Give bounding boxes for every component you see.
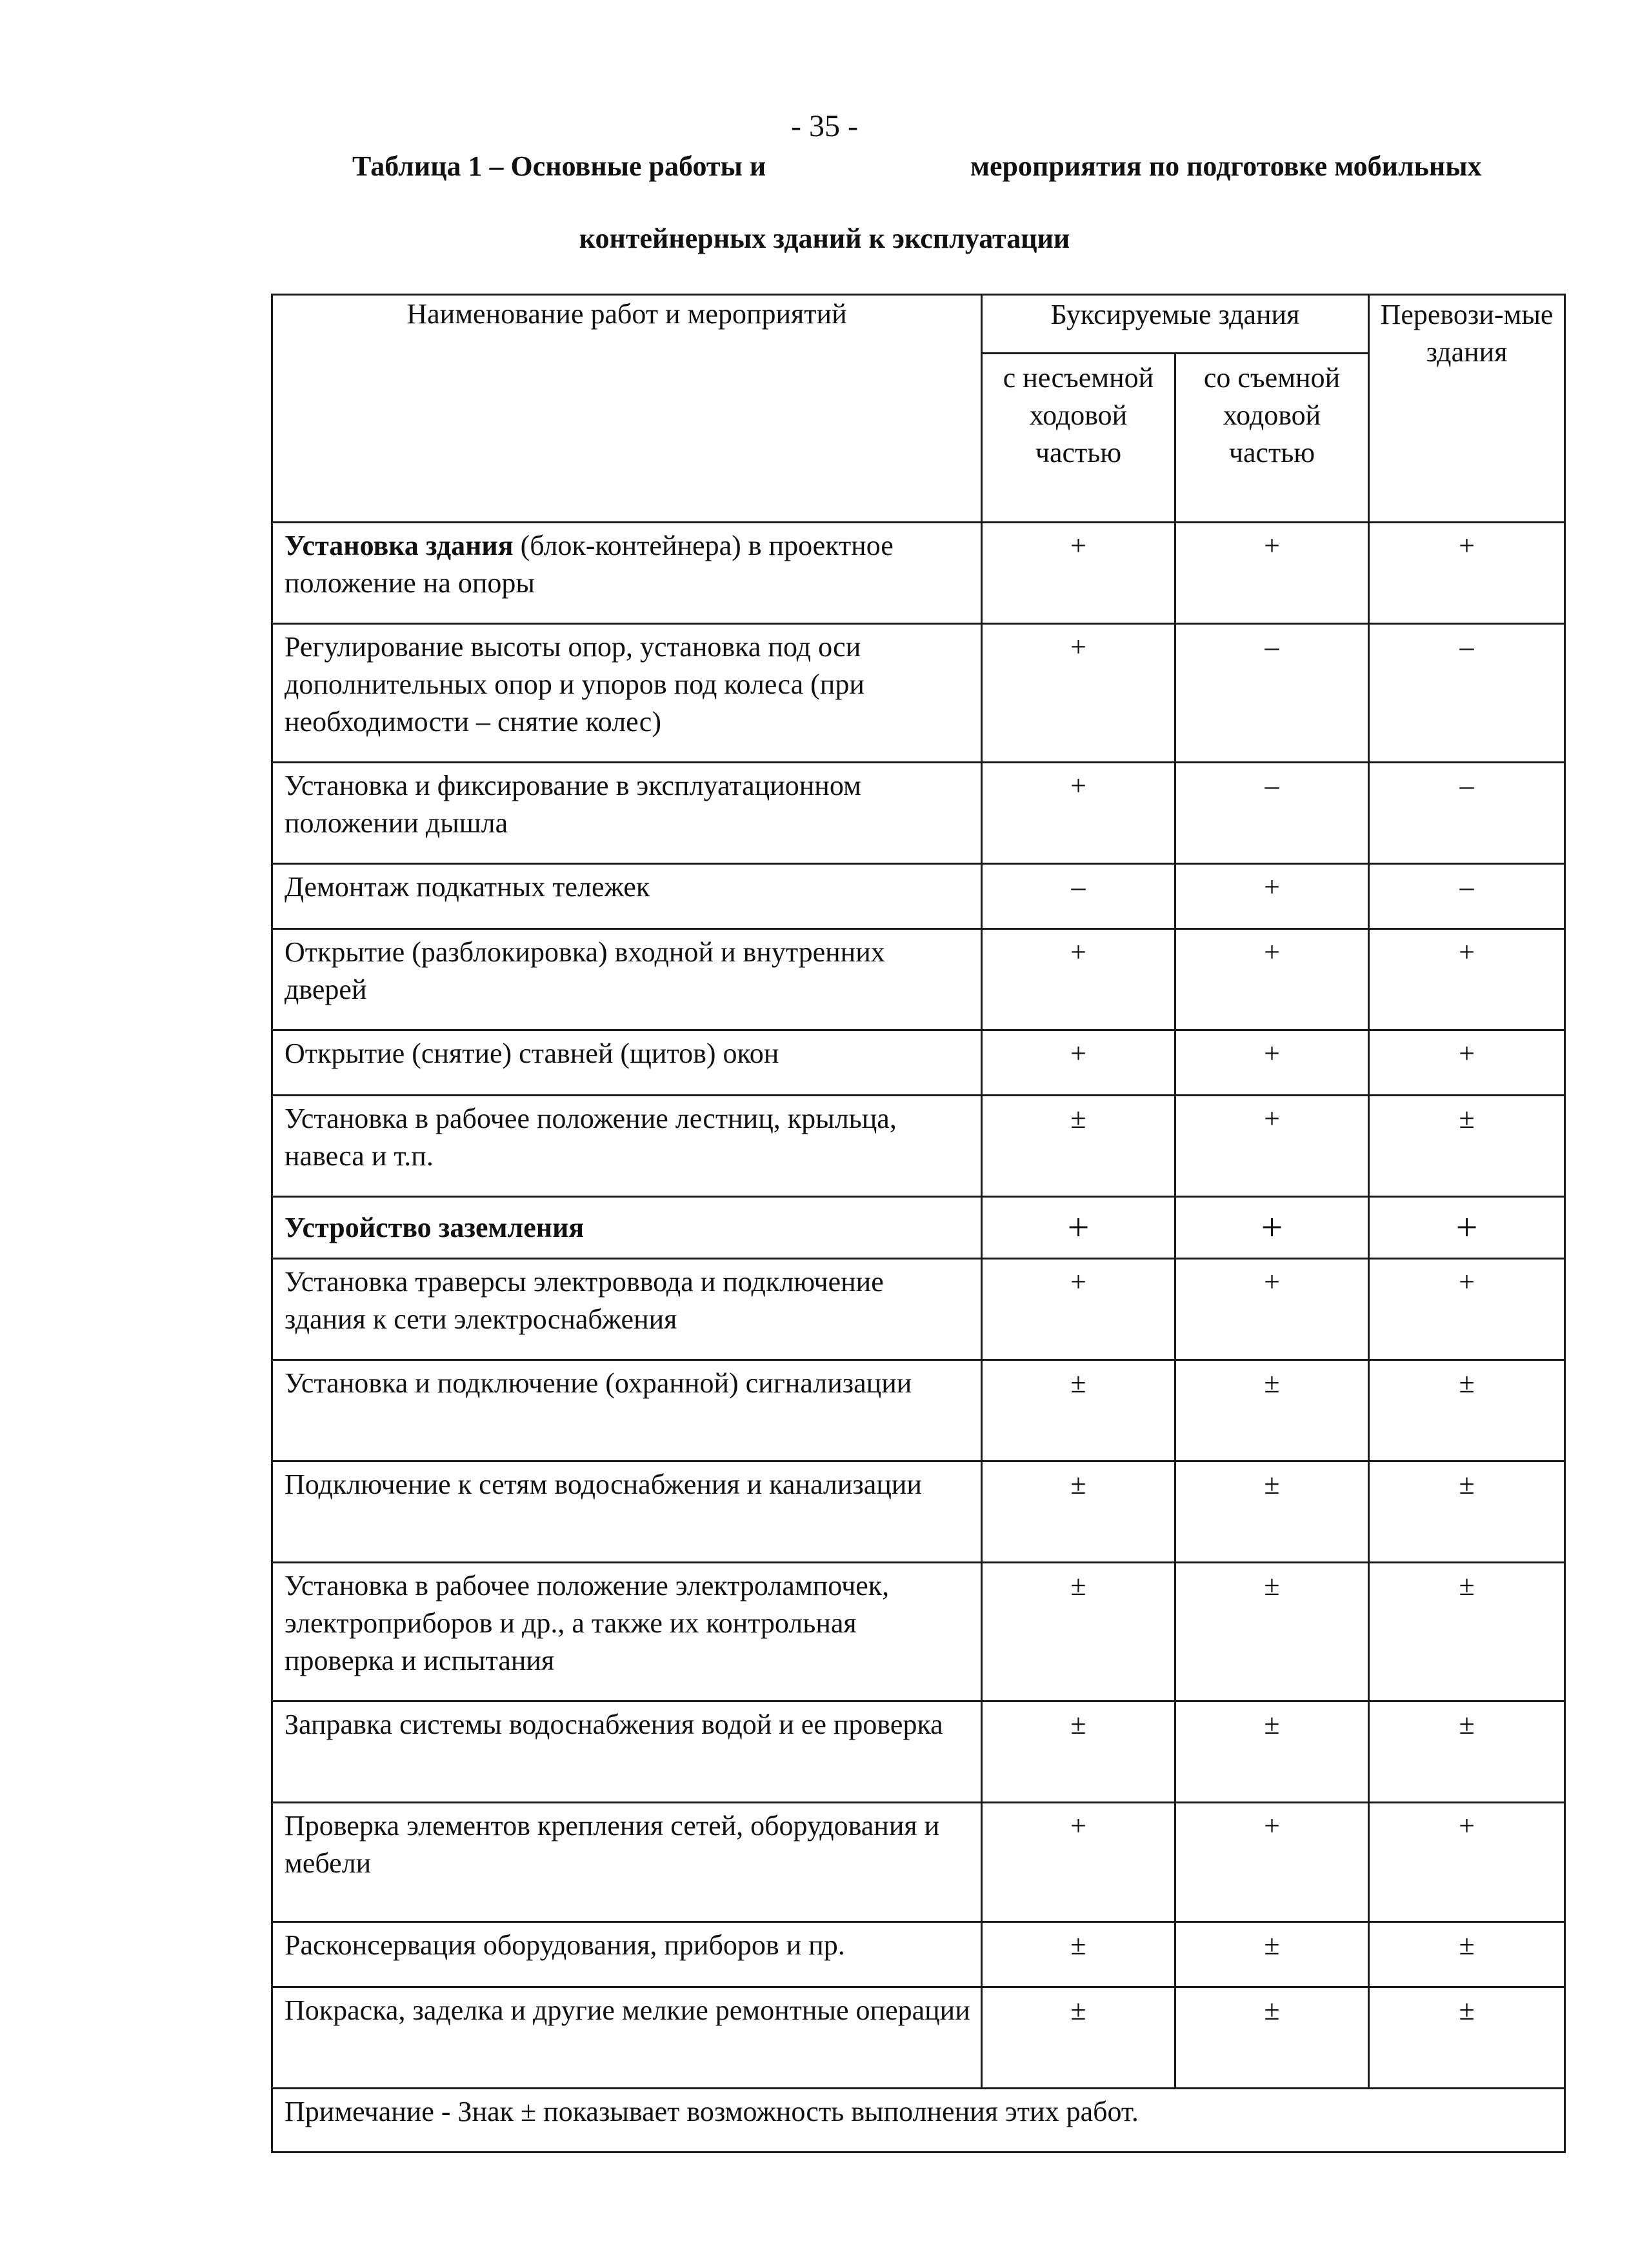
mark-removable-chassis: +	[1175, 929, 1369, 1030]
work-name: Демонтаж подкатных тележек	[272, 864, 982, 929]
mark-transportable: ±	[1369, 1922, 1565, 1987]
mark-fixed-chassis: ±	[982, 1987, 1175, 2089]
mark-transportable: +	[1369, 1803, 1565, 1922]
mark-removable-chassis: ±	[1175, 1461, 1369, 1563]
table-row	[272, 1096, 1565, 1197]
work-name-rest: (блок-контейнера) в проектное положение на опоры	[285, 530, 894, 599]
header-transportable-buildings: Перевози-мые здания	[1369, 295, 1565, 523]
mark-transportable: +	[1369, 1197, 1565, 1259]
header-towed-buildings: Буксируемые здания	[982, 295, 1369, 354]
mark-fixed-chassis: ±	[982, 1563, 1175, 1701]
page-number: - 35 -	[791, 109, 858, 143]
header-fixed-chassis: с несъемной ходовой частью	[982, 354, 1175, 523]
mark-transportable: ±	[1369, 1360, 1565, 1461]
work-name: Установка и фиксирование в эксплуатационном положении дышла	[272, 763, 982, 864]
mark-removable-chassis: ±	[1175, 1360, 1369, 1461]
mark-fixed-chassis: ±	[982, 1461, 1175, 1563]
mark-fixed-chassis: +	[982, 1197, 1175, 1259]
header-works-name: Наименование работ и мероприятий	[272, 295, 982, 523]
table-row	[272, 929, 1565, 1030]
mark-removable-chassis: +	[1175, 1197, 1369, 1259]
mark-transportable: –	[1369, 624, 1565, 763]
mark-fixed-chassis: +	[982, 1030, 1175, 1096]
table-row	[272, 624, 1565, 763]
table-row	[272, 1461, 1565, 1563]
works-table	[271, 294, 1566, 2153]
work-name: Подключение к сетям водоснабжения и канализации	[272, 1461, 982, 1563]
table-row	[272, 1922, 1565, 1987]
work-name: Установка в рабочее положение лестниц, крыльца, навеса и т.п.	[272, 1096, 982, 1197]
table-row	[272, 1563, 1565, 1701]
table-row	[272, 1259, 1565, 1360]
mark-removable-chassis: +	[1175, 864, 1369, 929]
mark-transportable: ±	[1369, 1096, 1565, 1197]
mark-removable-chassis: –	[1175, 763, 1369, 864]
work-name: Установка и подключение (охранной) сигнализации	[272, 1360, 982, 1461]
mark-removable-chassis: –	[1175, 624, 1369, 763]
table-row	[272, 523, 1565, 624]
mark-transportable: ±	[1369, 1563, 1565, 1701]
mark-fixed-chassis: –	[982, 864, 1175, 929]
table-row	[272, 1987, 1565, 2089]
work-name-bold: Установка здания	[285, 530, 514, 561]
table-caption-part1: Таблица 1 – Основные работы и	[352, 150, 766, 182]
mark-fixed-chassis: ±	[982, 1922, 1175, 1987]
mark-fixed-chassis: +	[982, 763, 1175, 864]
mark-fixed-chassis: +	[982, 1803, 1175, 1922]
mark-transportable: +	[1369, 1259, 1565, 1360]
work-name: Открытие (снятие) ставней (щитов) окон	[272, 1030, 982, 1096]
mark-fixed-chassis: +	[982, 523, 1175, 624]
mark-fixed-chassis: ±	[982, 1360, 1175, 1461]
mark-fixed-chassis: +	[982, 624, 1175, 763]
mark-removable-chassis: ±	[1175, 1563, 1369, 1701]
table-row	[272, 1197, 1565, 1259]
mark-fixed-chassis: ±	[982, 1096, 1175, 1197]
work-name: Проверка элементов крепления сетей, оборудования и мебели	[272, 1803, 982, 1922]
mark-transportable: –	[1369, 763, 1565, 864]
work-name: Открытие (разблокировка) входной и внутренних дверей	[272, 929, 982, 1030]
mark-fixed-chassis: +	[982, 1259, 1175, 1360]
work-name: Заправка системы водоснабжения водой и ее проверка	[272, 1701, 982, 1803]
work-name	[272, 523, 982, 624]
mark-removable-chassis: +	[1175, 523, 1369, 624]
table-caption-part2: мероприятия по подготовке мобильных	[970, 150, 1482, 182]
table-row	[272, 1803, 1565, 1922]
mark-transportable: +	[1369, 523, 1565, 624]
work-name: Покраска, заделка и другие мелкие ремонтные операции	[272, 1987, 982, 2089]
mark-removable-chassis: ±	[1175, 1701, 1369, 1803]
mark-removable-chassis: +	[1175, 1030, 1369, 1096]
work-name: Установка в рабочее положение электролампочек, электроприборов и др., а также их контрольная проверка и испытания	[272, 1563, 982, 1701]
work-name: Устройство заземления	[272, 1197, 982, 1259]
table-row	[272, 1701, 1565, 1803]
mark-removable-chassis: +	[1175, 1096, 1369, 1197]
mark-transportable: –	[1369, 864, 1565, 929]
table-note-row	[272, 2089, 1565, 2153]
mark-transportable: +	[1369, 929, 1565, 1030]
mark-removable-chassis: ±	[1175, 1922, 1369, 1987]
table-row	[272, 1030, 1565, 1096]
mark-removable-chassis: ±	[1175, 1987, 1369, 2089]
mark-removable-chassis: +	[1175, 1259, 1369, 1360]
mark-transportable: ±	[1369, 1461, 1565, 1563]
mark-removable-chassis: +	[1175, 1803, 1369, 1922]
mark-transportable: ±	[1369, 1701, 1565, 1803]
mark-transportable: +	[1369, 1030, 1565, 1096]
work-name: Расконсервация оборудования, приборов и пр.	[272, 1922, 982, 1987]
work-name: Регулирование высоты опор, установка под оси дополнительных опор и упоров под колеса (при необходимости – снятие колес)	[272, 624, 982, 763]
table-caption-part3: контейнерных зданий к эксплуатации	[579, 223, 1070, 254]
mark-fixed-chassis: ±	[982, 1701, 1175, 1803]
work-name: Установка траверсы электроввода и подключение здания к сети электроснабжения	[272, 1259, 982, 1360]
mark-fixed-chassis: +	[982, 929, 1175, 1030]
table-row	[272, 1360, 1565, 1461]
header-removable-chassis: со съемной ходовой частью	[1175, 354, 1369, 523]
table-note: Примечание - Знак ± показывает возможность выполнения этих работ.	[272, 2089, 1565, 2153]
mark-transportable: ±	[1369, 1987, 1565, 2089]
table-row	[272, 763, 1565, 864]
table-row	[272, 864, 1565, 929]
